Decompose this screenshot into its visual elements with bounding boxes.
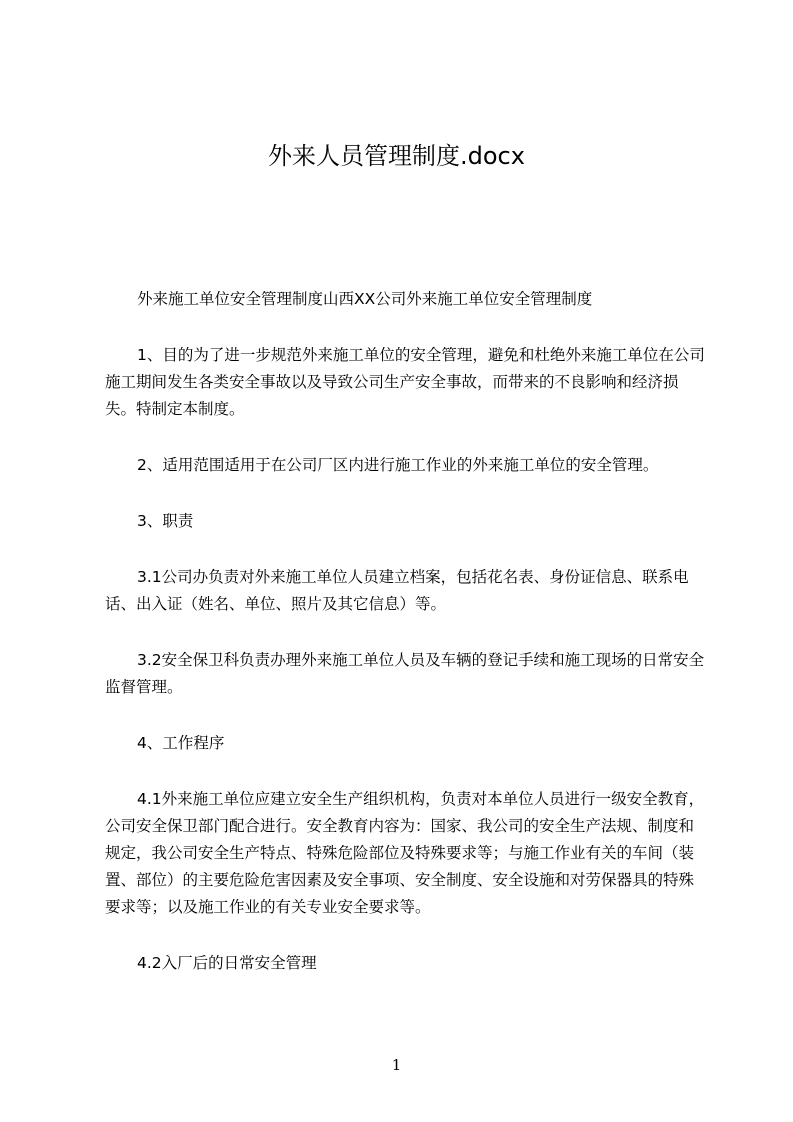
paragraph-3-1: 3.1公司办负责对外来施工单位人员建立档案，包括花名表、身份证信息、联系电话、出入证（姓名、单位、照片及其它信息）等。: [105, 568, 689, 613]
heading-work-procedure: 4、工作程序: [137, 734, 225, 752]
heading-responsibilities: 3、职责: [137, 512, 194, 530]
paragraph-4-2: 4.2入厂后的日常安全管理: [137, 954, 317, 972]
document-body: [105, 286, 705, 977]
paragraph-scope: 2、适用范围适用于在公司厂区内进行施工作业的外来施工单位的安全管理。: [137, 456, 659, 474]
paragraph-4-1: 4.1外来施工单位应建立安全生产组织机构，负责对本单位人员进行一级安全教育，公司安全保卫部门配合进行。安全教育内容为：国家、我公司的安全生产法规、制度和规定，我公司安全生产特点、特殊危险部位及特殊要求等；与施工作业有关的车间（装置、部位）的主要危险危害因素及安全事项、安全制度、安全设施和对劳保器具的特殊要求等；以及施工作业的有关专业安全要求等。: [105, 790, 705, 916]
page-number: 1: [391, 1056, 402, 1074]
document-title: 外来人员管理制度.docx: [268, 142, 525, 170]
paragraph-intro: 外来施工单位安全管理制度山西XX公司外来施工单位安全管理制度: [137, 290, 593, 308]
paragraph-purpose: 1、目的为了进一步规范外来施工单位的安全管理，避免和杜绝外来施工单位在公司施工期间发生各类安全事故以及导致公司生产安全事故，而带来的不良影响和经济损失。特制定本制度。: [105, 346, 705, 418]
paragraph-3-2: 3.2安全保卫科负责办理外来施工单位人员及车辆的登记手续和施工现场的日常安全监督管理。: [105, 651, 705, 696]
